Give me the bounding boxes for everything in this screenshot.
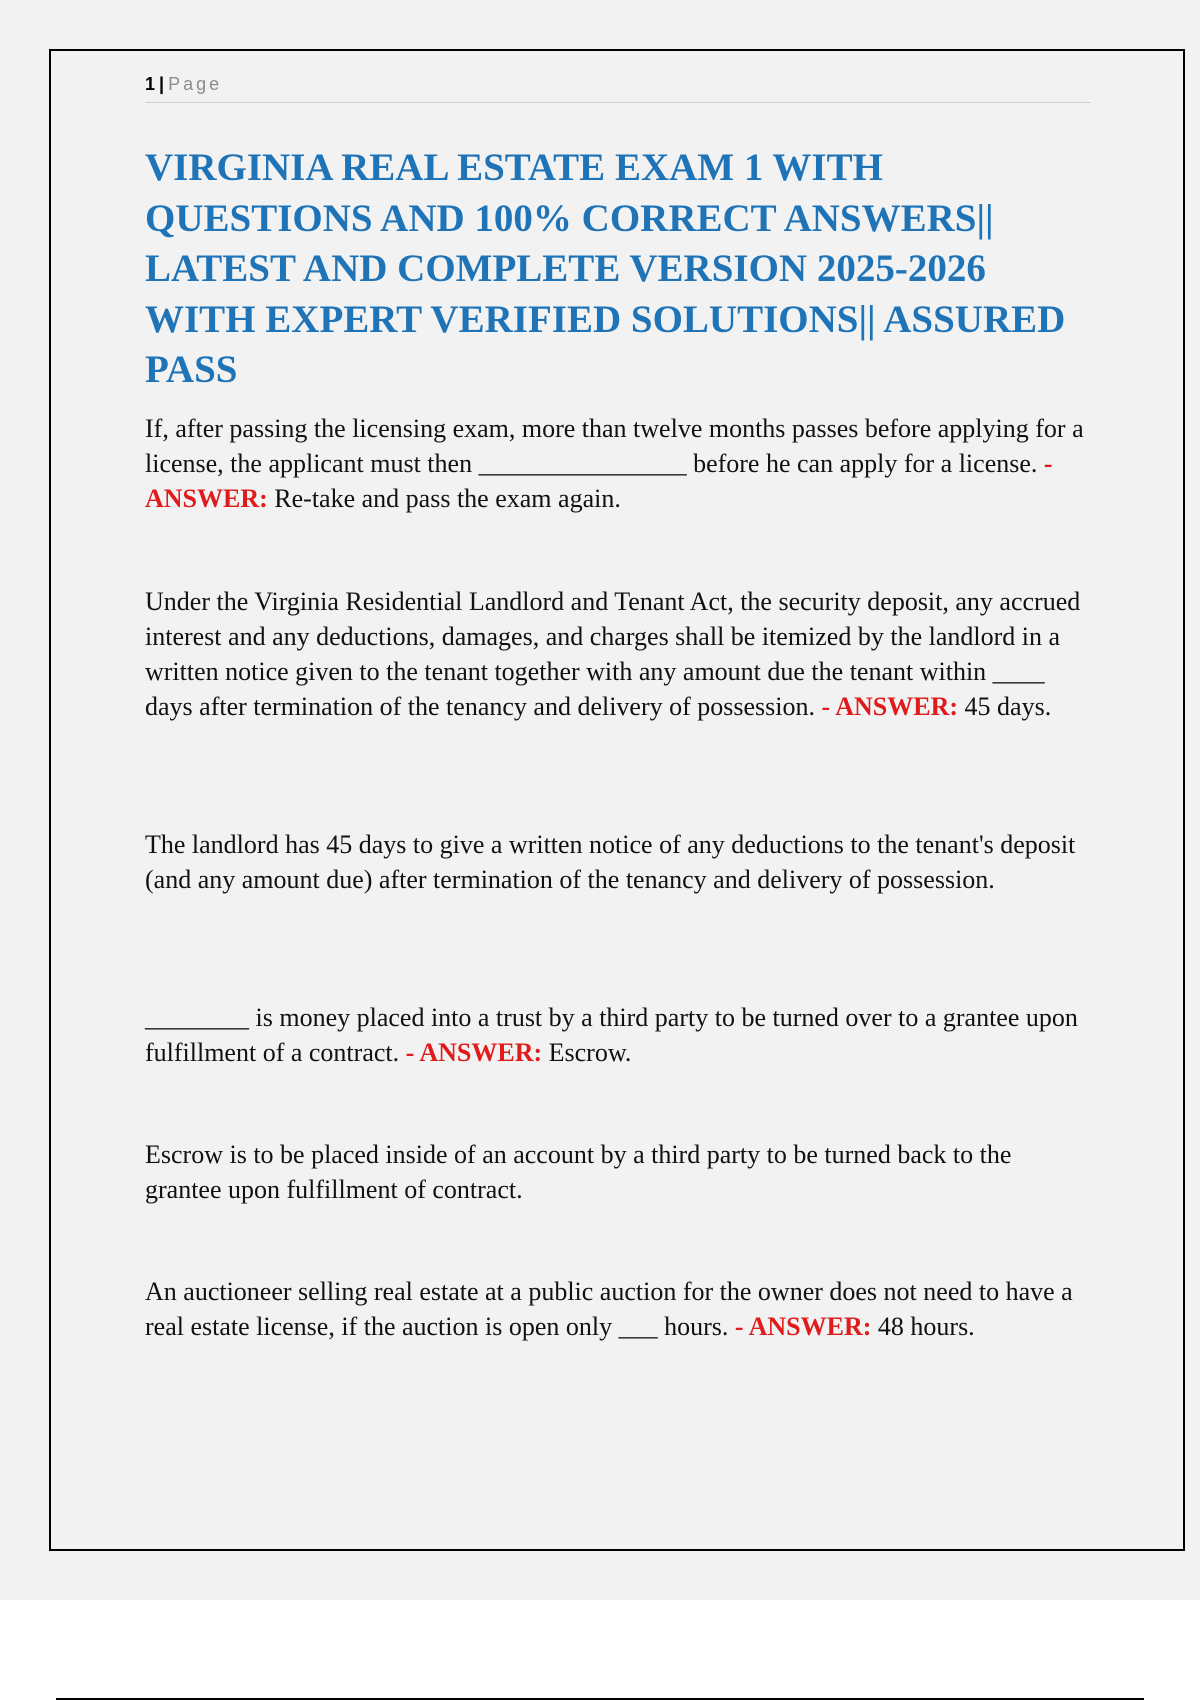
answer-label: - ANSWER: [405, 1038, 543, 1067]
document-title: VIRGINIA REAL ESTATE EXAM 1 WITH QUESTIONS AND 100% CORRECT ANSWERS|| LATEST AND COMPLETE VERSION 2025-2026 WITH EXPERT VERIFIED SOLUTIONS|| ASSURED PASS [145, 146, 1066, 391]
qa-item-4 [145, 1000, 1091, 1070]
page-separator: | [159, 74, 165, 94]
explanation-text: The landlord has 45 days to give a written notice of any deductions to the tenant's deposit (and any amount due) after termination of the tenancy and delivery of possession. [145, 830, 1076, 894]
answer-text: 45 days. [964, 692, 1052, 721]
page-header [145, 72, 1091, 103]
answer-text: Re-take and pass the exam again. [274, 484, 621, 513]
question-text: An auctioneer selling real estate at a public auction for the owner does not need to have a real estate license, if the auction is open only ___ hours. [145, 1277, 1073, 1341]
qa-item-2 [145, 584, 1091, 724]
question-text: If, after passing the licensing exam, more than twelve months passes before applying for a license, the applicant must then ________________ before he can apply for a license. [145, 414, 1084, 478]
qa-item-5 [145, 1137, 1091, 1207]
explanation-text: Escrow is to be placed inside of an account by a third party to be turned back to the grantee upon fulfillment of contract. [145, 1140, 1012, 1204]
answer-text: Escrow. [548, 1038, 632, 1067]
qa-item-3 [145, 827, 1091, 897]
question-text: ________ is money placed into a trust by a third party to be turned over to a grantee upon fulfillment of a contract. [145, 1003, 1078, 1067]
page-number: 1 [145, 74, 156, 94]
answer-label: - ANSWER: [734, 1312, 872, 1341]
qa-item-6 [145, 1274, 1091, 1344]
answer-label: - ANSWER: [821, 692, 959, 721]
answer-text: 48 hours. [877, 1312, 975, 1341]
page-label: Page [168, 74, 223, 94]
question-text: Under the Virginia Residential Landlord and Tenant Act, the security deposit, any accrued interest and any deductions, damages, and charges shall be itemized by the landlord in a written notice given to the tenant together with any amount due the tenant within ____ days after termination of the tenancy and delivery of possession. [145, 587, 1081, 721]
qa-item-1 [145, 411, 1091, 516]
answer-label: - ANSWER: [145, 449, 1053, 513]
